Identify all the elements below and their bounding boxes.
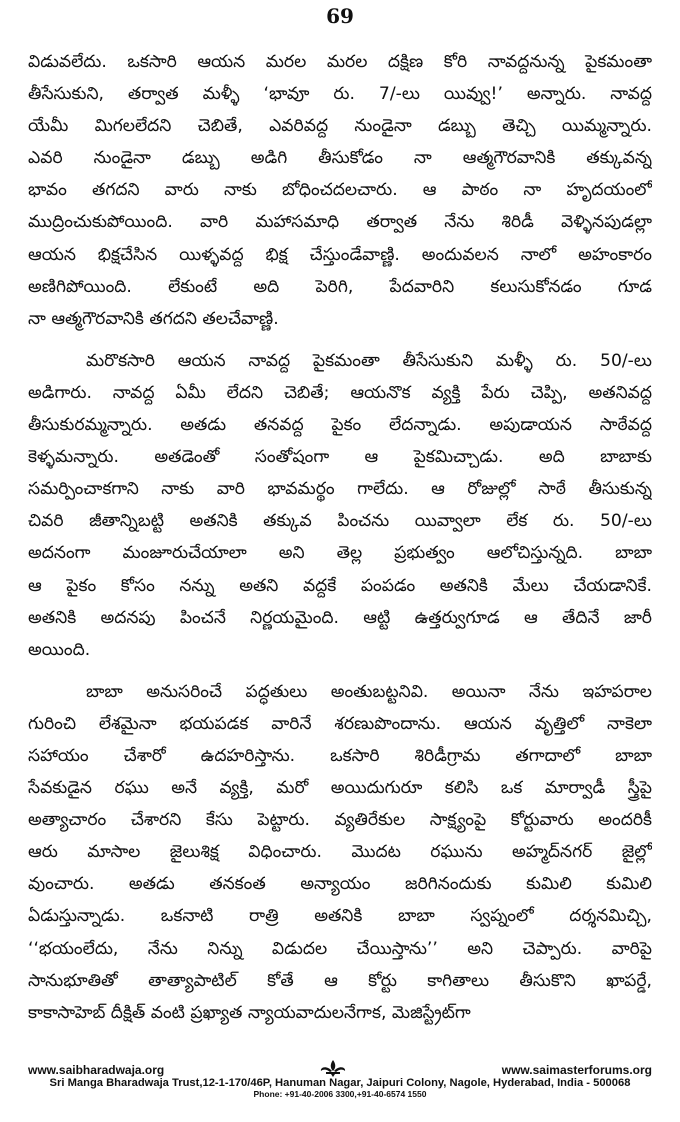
text-line: సేవకుడైన రఘు అనే వ్యక్తి, మరో అయిదుగురూ కలిసి ఒక మార్వాడీ స్త్రీపై [28, 778, 652, 799]
text-line: అయింది. [28, 639, 91, 660]
text-line: ‘‘భయంలేదు, నేను నిన్ను విడుదల చేయిస్తాను’’ అని చెప్పారు. వారిపై [28, 938, 652, 959]
page-number: 69 [326, 4, 354, 28]
footer-website-left[interactable]: www.saibharadwaja.org [28, 1063, 165, 1077]
paragraph-1 [28, 46, 652, 335]
text-line: అడిగారు. నావద్ద ఏమీ లేదని చెబితే; ఆయనొక వ్యక్తి పేరు చెప్పి, అతనివద్ద [28, 382, 652, 403]
text-line: నా ఆత్మగౌరవానికి తగదని తలచేవాణ్ణి. [28, 308, 279, 329]
text-line: అణిగిపోయింది. లేకుంటే అది పెరిగి, పేదవారిని కలుసుకోనడం గూడ [28, 276, 652, 297]
text-line: ముద్రించుకుపోయింది. వారి మహాసమాధి తర్వాత నేను శిరిడీ వెళ్ళినపుడల్లా [28, 212, 652, 233]
text-line: ఏడుస్తున్నాడు. ఒకనాటి రాత్రి అతనికి బాబా స్వప్నంలో దర్శనమిచ్చి, [28, 906, 652, 927]
text-line: యేమీ మిగలలేదని చెబితే, ఎవరివద్ద నుండైనా డబ్బు తెచ్చి యిమ్మన్నారు. [28, 116, 652, 137]
text-line: అతనికి అదనపు పించనే నిర్ణయమైంది. ఆట్టి ఉత్తర్వుగూడ ఆ తేదినే జారీ [28, 607, 652, 628]
text-line: అదనంగా మంజూరుచేయాలా అని తెల్ల ప్రభుత్వం ఆలోచిస్తున్నది. బాబా [28, 543, 652, 564]
footer-website-right[interactable]: www.saimasterforums.org [501, 1063, 652, 1077]
fleur-de-lis-icon [315, 1059, 351, 1077]
text-line: బాబా అనుసరించే పద్ధతులు అంతుబట్టనివి. అయినా నేను ఇహపరాల [86, 681, 652, 702]
text-line: సహాయం చేశారో ఉదహరిస్తాను. ఒకసారి శిరిడీగ్రామ తగాదాలో బాబా [28, 745, 652, 766]
footer-phone: Phone: +91-40-2006 3300,+91-40-6574 1550 [253, 1089, 427, 1099]
text-line: భావం తగదని వారు నాకు బోధించదలచారు. ఆ పాఠం నా హృదయంలో [28, 180, 652, 201]
text-line: విడువలేదు. ఒకసారి ఆయన మరల మరల దక్షిణ కోరి నావద్దనున్న పైకమంతా [28, 52, 652, 72]
text-line: వుంచారు. అతడు తనకంత అన్యాయం జరిగినందుకు కుమిలి కుమిలి [28, 874, 652, 895]
text-line: ఆయన భిక్షచేసిన యిళ్ళవద్ద భిక్ష చేస్తుండేవాణ్ణి. అందువలన నాలో అహంకారం [28, 244, 652, 265]
text-line: తీసేసుకుని, తర్వాత మళ్ళీ ‘భావూ రు. 7/-లు యివ్వు!’ అన్నారు. నావద్ద [28, 84, 652, 105]
text-line: సానుభూతితో తాత్యాపాటిల్ కోతే ఆ కోర్టు కాగితాలు తీసుకొని ఖాపర్డే, [28, 970, 652, 991]
footer-address: Sri Manga Bharadwaja Trust,12-1-170/46P, Hanuman Nagar, Jaipuri Colony, Nagole, Hyderabad, India - 500068 [49, 1077, 631, 1089]
text-line: ఎవరి నుండైనా డబ్బు అడిగి తీసుకోడం నా ఆత్మగౌరవానికి తక్కువన్న [28, 148, 652, 169]
page-footer [28, 1063, 652, 1099]
text-line: గురించి లేశమైనా భయపడక వారినే శరణుపొందాను. ఆయన వృత్తిలో నాకెలా [28, 713, 652, 734]
body-text [28, 46, 652, 1029]
text-line: తీసుకురమ్మన్నారు. అతడు తనవద్ద పైకం లేదన్నాడు. అపుడాయన సాఠేవద్ద [28, 415, 652, 436]
text-line: ఆరు మాసాల జైలుశిక్ష విధించారు. మొదట రఘును అహ్మద్‌నగర్ జైల్లో [28, 842, 652, 863]
text-line: మరొకసారి ఆయన నావద్ద పైకమంతా తీసేసుకుని మళ్ళీ రు. 50/-లు [86, 350, 652, 371]
paragraph-3 [28, 676, 652, 1029]
text-line: కాకాసాహెబ్ దీక్షిత్ వంటి ప్రఖ్యాత న్యాయవాదులనేగాక, మెజిస్ట్రేట్‌గా [28, 1002, 471, 1023]
text-line: కెళ్ళమన్నారు. అతడెంతో సంతోషంగా ఆ పైకమిచ్చాడు. అది బాబాకు [28, 447, 652, 468]
text-line: చివరి జీతాన్నిబట్టి అతనికి తక్కువ పించను యివ్వాలా లేక రు. 50/-లు [28, 511, 652, 532]
text-line: సమర్పించాకగాని నాకు వారి భావమర్థం గాలేదు. ఆ రోజుల్లో సాఠే తీసుకున్న [28, 479, 652, 500]
text-line: ఆ పైకం కోసం నన్ను అతని వద్దకే పంపడం అతనికి మేలు చేయడానికే. [28, 575, 652, 596]
text-line: అత్యాచారం చేశారని కేసు పెట్టారు. వ్యతిరేకుల సాక్ష్యంపై కోర్టువారు అందరికీ [28, 810, 652, 831]
paragraph-2 [28, 345, 652, 666]
